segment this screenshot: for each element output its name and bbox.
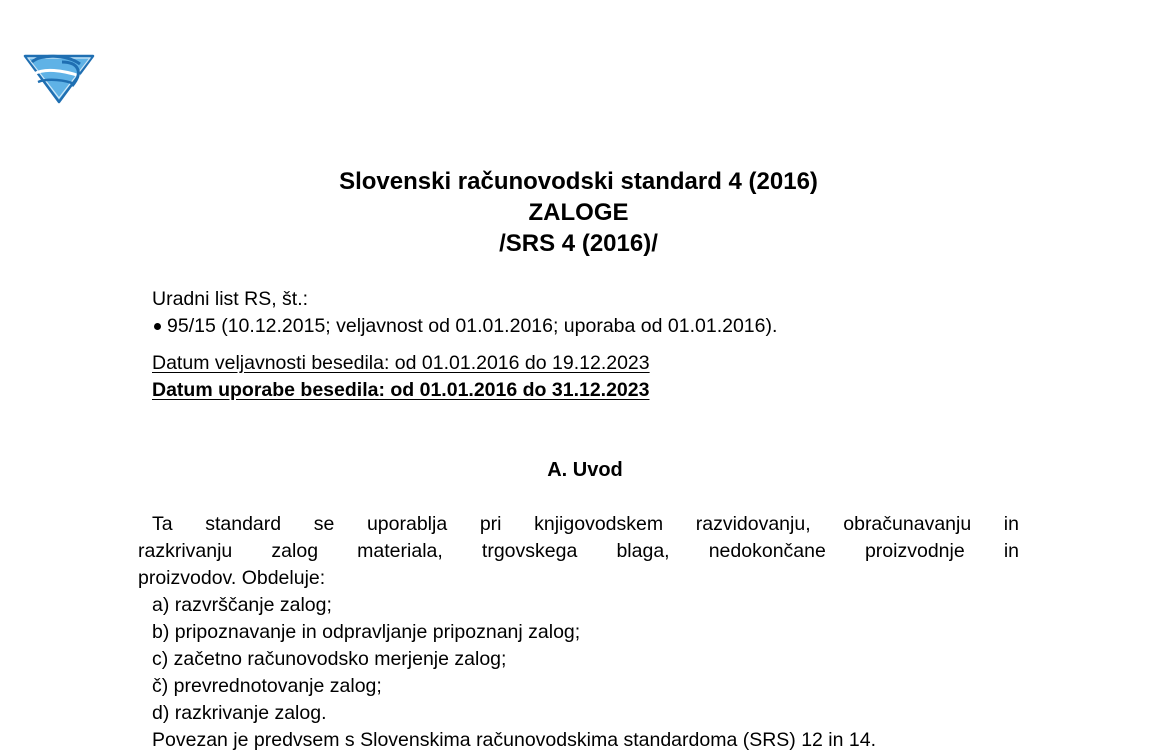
title-line-1: Slovenski računovodski standard 4 (2016) [339, 168, 818, 195]
list-item: č) prevrednotovanje zalog; [152, 675, 382, 697]
title-line-3: /SRS 4 (2016)/ [499, 230, 658, 257]
gazette-entry-text: 95/15 (10.12.2015; veljavnost od 01.01.2016; uporaba od 01.01.2016). [167, 315, 778, 337]
application-date: Datum uporabe besedila: od 01.01.2016 do 31.12.2023 [152, 379, 650, 401]
intro-paragraph [138, 511, 1019, 592]
paragraph-line: proizvodov. Obdeluje: [138, 567, 326, 589]
title-line-2: ZALOGE [528, 199, 629, 226]
bullet-icon [154, 323, 161, 330]
paragraph-line: Ta standard se uporablja pri knjigovodskem razvidovanju, obračunavanju in [152, 513, 1019, 535]
gazette-entry [152, 313, 777, 340]
document-title [0, 166, 1157, 259]
text-dates [152, 350, 650, 404]
list-item: c) začetno računovodsko merjenje zalog; [152, 648, 507, 670]
scope-list [152, 592, 580, 727]
validity-date: Datum veljavnosti besedila: od 01.01.2016 do 19.12.2023 [152, 352, 650, 374]
company-logo [22, 48, 96, 104]
gazette-reference [152, 286, 777, 340]
sd-shield-logo-icon [22, 48, 96, 104]
paragraph-line: razkrivanju zalog materiala, trgovskega blaga, nedokončane proizvodnje in [138, 540, 1019, 562]
list-item: a) razvrščanje zalog; [152, 594, 332, 616]
related-standards-line: Povezan je predvsem s Slovenskima računovodskima standardoma (SRS) 12 in 14. [152, 729, 877, 751]
section-heading: A. Uvod [547, 459, 623, 481]
list-item: b) pripoznavanje in odpravljanje pripoznanj zalog; [152, 621, 581, 643]
gazette-label: Uradni list RS, št.: [152, 288, 309, 310]
list-item: d) razkrivanje zalog. [152, 702, 327, 724]
